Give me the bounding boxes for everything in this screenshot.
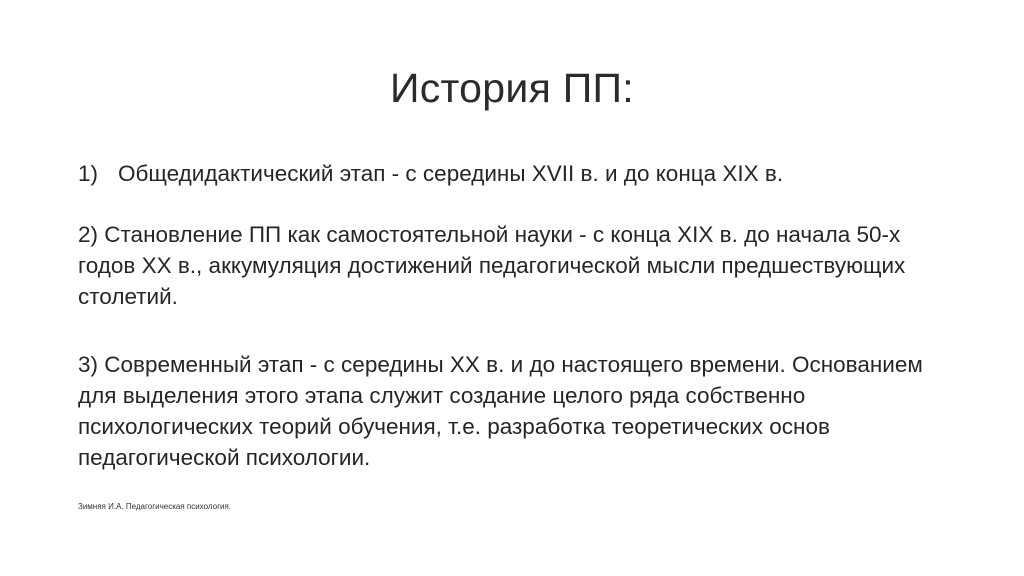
list-item-1 xyxy=(78,158,958,189)
slide-content xyxy=(78,158,958,473)
list-item-1-text: Общедидактический этап - с середины XVII в. и до конца XIX в. xyxy=(118,161,784,186)
slide-title: История ПП: xyxy=(389,65,634,111)
source-citation: Зимняя И.А. Педагогическая психология. xyxy=(78,502,232,511)
list-item-3: 3) Современный этап - с середины XX в. и до настоящего времени. Основанием для выделения этого этапа служит создание целого ряда собственно психологических теорий обучения, т.е. разработка теоретических основ педагогической психологии. xyxy=(78,352,923,470)
list-item-1-number: 1) xyxy=(78,161,99,186)
list-item-2: 2) Становление ПП как самостоятельной науки - с конца XIX в. до начала 50-х годов XX в., аккумуляция достижений педагогической мысли предшествующих столетий. xyxy=(78,222,906,309)
